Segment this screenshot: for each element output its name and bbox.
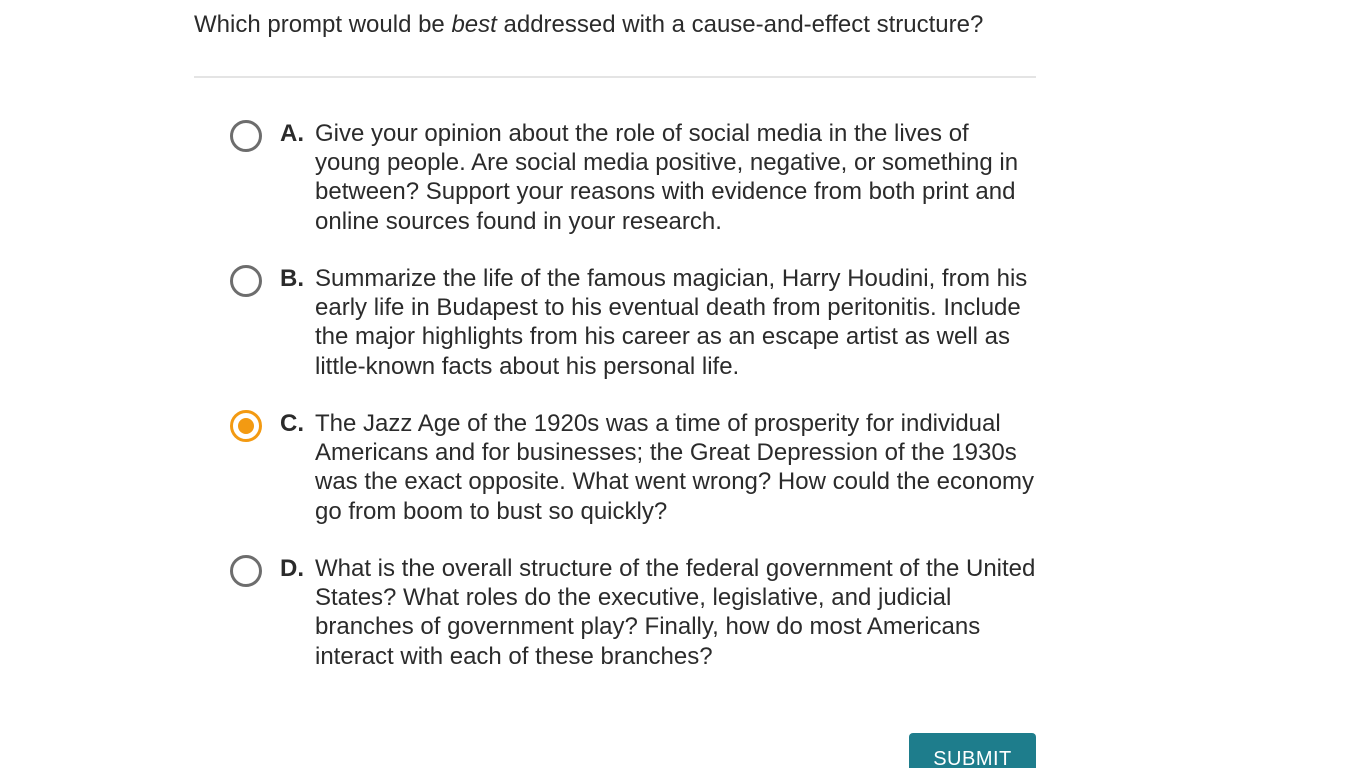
question-text-before: Which prompt would be [194,11,452,38]
option-c[interactable] [230,409,1050,554]
question-emphasis: best [451,11,497,38]
divider [194,76,1036,78]
option-text: The Jazz Age of the 1920s was a time of prosperity for individual Americans and for businesses; the Great Depression of the 1930s was the exact opposite. What went wrong? How could the economy go from boom to bust so quickly? [315,410,1035,525]
radio-button[interactable] [230,555,262,587]
submit-button[interactable]: SUBMIT [909,733,1036,768]
option-text: Summarize the life of the famous magician, Harry Houdini, from his early life in Budapest to his eventual death from peritonitis. Include the major highlights from his career as an escape artist as well as little-known facts about his personal life. [315,265,1028,380]
option-b[interactable] [230,264,1050,409]
question-prompt [194,10,1094,40]
radio-selected-dot [238,418,254,434]
option-d[interactable] [230,554,1050,699]
option-a[interactable] [230,119,1050,264]
option-letter: A. [280,120,304,147]
answer-options [230,119,1050,699]
option-letter: C. [280,410,304,437]
option-letter: B. [280,265,304,292]
question-text-after: addressed with a cause-and-effect structure? [496,11,984,38]
radio-button-selected[interactable] [230,410,262,442]
radio-button[interactable] [230,120,262,152]
radio-button[interactable] [230,265,262,297]
option-letter: D. [280,555,304,582]
option-text: What is the overall structure of the federal government of the United States? What roles do the executive, legislative, and judicial branches of government play? Finally, how do most Americans interact with each of these branches? [315,555,1036,670]
option-text: Give your opinion about the role of social media in the lives of young people. Are social media positive, negative, or something in between? Support your reasons with evidence from both print and online sources found in your research. [315,120,1019,235]
